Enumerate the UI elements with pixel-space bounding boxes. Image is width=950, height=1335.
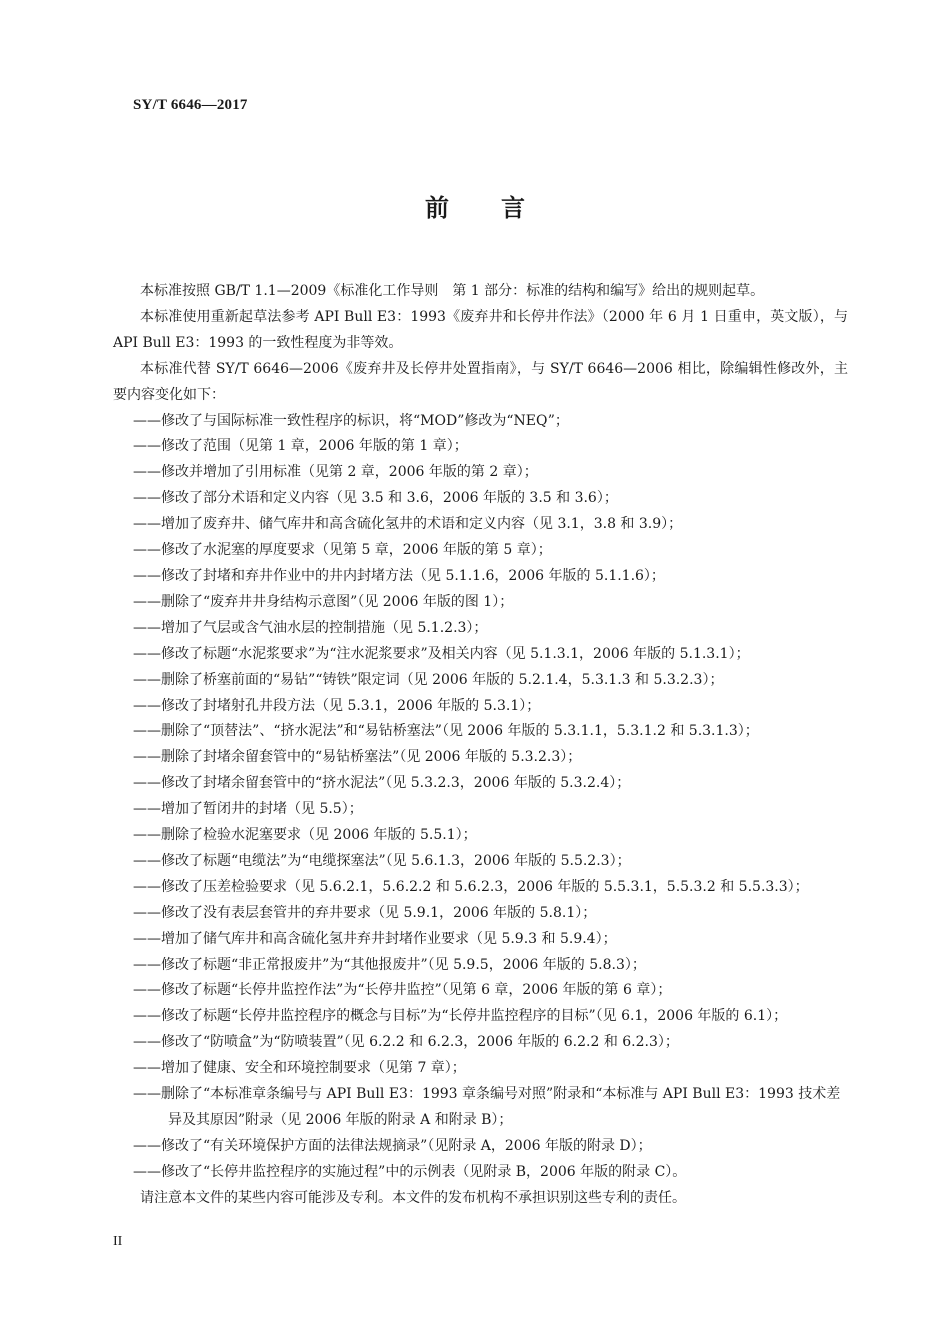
change-list-item: ——修改了标题“非正常报废井”为“其他报废井”（见 5.9.5，2006 年版的 5.8.3）； <box>133 956 646 973</box>
change-list-item: ——修改了“有关环境保护方面的法律法规摘录”（见附录 A，2006 年版的附录 D）； <box>133 1137 652 1154</box>
change-list-item: ——删除了封堵余留套管中的“易钻桥塞法”（见 2006 年版的 5.3.2.3）； <box>133 749 582 766</box>
change-list-item: ——修改了标题“长停井监控程序的概念与目标”为“长停井监控程序的目标”（见 6.1，2006 年版的 6.1）； <box>133 1008 788 1025</box>
change-list-item: ——修改了标题“电缆法”为“电缆探塞法”（见 5.6.1.3，2006 年版的 5.5.2.3）； <box>133 852 631 869</box>
change-list-item: ——修改了封堵余留套管中的“挤水泥法”（见 5.3.2.3，2006 年版的 5.3.2.4）； <box>133 775 631 792</box>
change-list-item: ——删除了“本标准章条编号与 API Bull E3：1993 章条编号对照”附录和“本标准与 API Bull E3：1993 技术差异及其原因”附录（见 2006 年版的附录 A 和附录 B）； <box>133 1086 841 1128</box>
change-list-item: ——删除了“废弃井井身结构示意图”（见 2006 年版的图 1）； <box>133 593 514 610</box>
change-list-item: ——增加了暂闭井的封堵（见 5.5）； <box>133 801 363 818</box>
change-list-item: ——增加了气层或含气油水层的控制措施（见 5.1.2.3）； <box>133 619 488 636</box>
change-list-item: ——修改了水泥塞的厚度要求（见第 5 章，2006 年版的第 5 章）； <box>133 542 552 559</box>
change-list-item: ——删除了桥塞前面的“易钻”“铸铁”限定词（见 2006 年版的 5.2.1.4，5.3.1.3 和 5.3.2.3）； <box>133 671 724 688</box>
change-list-item: ——修改了压差检验要求（见 5.6.2.1，5.6.2.2 和 5.6.2.3，2006 年版的 5.5.3.1，5.5.3.2 和 5.5.3.3）； <box>133 878 809 895</box>
page-title: 前言 <box>425 194 577 222</box>
change-list-item: ——修改了与国际标准一致性程序的标识，将“MOD”修改为“NEQ”； <box>133 412 569 429</box>
change-list-item: ——删除了检验水泥塞要求（见 2006 年版的 5.5.1）； <box>133 827 477 844</box>
change-list-item: ——修改了标题“长停井监控作法”为“长停井监控”（见第 6 章，2006 年版的第 6 章）； <box>133 982 672 999</box>
change-list-item: ——修改了范围（见第 1 章，2006 年版的第 1 章）； <box>133 438 468 455</box>
paragraph-replacement: 本标准代替 SY/T 6646—2006《废弃井及长停井处置指南》，与 SY/T 6646—2006 相比，除编辑性修改外，主要内容变化如下： <box>113 360 848 403</box>
standard-code: SY/T 6646—2017 <box>133 97 248 113</box>
change-list-item: ——修改了封堵射孔井段方法（见 5.3.1，2006 年版的 5.3.1）； <box>133 697 541 714</box>
change-list-item: ——修改了“长停井监控程序的实施过程”中的示例表（见附录 B，2006 年版的附录 C）。 <box>133 1163 687 1180</box>
document-body <box>113 279 848 1212</box>
paragraph-reference-standard: 本标准使用重新起草法参考 API Bull E3：1993《废弃井和长停井作法》（2000 年 6 月 1 日重申，英文版），与 API Bull E3：1993 的一致性程度为非等效。 <box>113 308 848 351</box>
change-list-item: ——增加了储气库井和高含硫化氢井弃井封堵作业要求（见 5.9.3 和 5.9.4）； <box>133 930 617 947</box>
change-list-item: ——增加了废弃井、储气库井和高含硫化氢井的术语和定义内容（见 3.1，3.8 和 3.9）； <box>133 516 683 533</box>
change-list-item: ——修改了封堵和弃井作业中的井内封堵方法（见 5.1.1.6，2006 年版的 5.1.1.6）； <box>133 567 665 584</box>
change-list-item: ——删除了“顶替法”、“挤水泥法”和“易钻桥塞法”（见 2006 年版的 5.3.1.1，5.3.1.2 和 5.3.1.3）； <box>133 723 759 740</box>
change-list-item: ——修改了标题“水泥浆要求”为“注水泥浆要求”及相关内容（见 5.1.3.1，2006 年版的 5.1.3.1）； <box>133 645 750 662</box>
paragraph-drafting-rules: 本标准按照 GB/T 1.1—2009《标准化工作导则 第 1 部分：标准的结构和编写》给出的规则起草。 <box>140 283 765 299</box>
change-list-item: ——修改并增加了引用标准（见第 2 章，2006 年版的第 2 章）； <box>133 464 538 481</box>
change-list-item: ——修改了没有表层套管井的弃井要求（见 5.9.1，2006 年版的 5.8.1）； <box>133 904 597 921</box>
paragraph-patent-notice: 请注意本文件的某些内容可能涉及专利。本文件的发布机构不承担识别这些专利的责任。 <box>140 1189 686 1206</box>
change-list <box>113 409 848 1186</box>
page-number: II <box>113 1234 123 1249</box>
change-list-item: ——修改了部分术语和定义内容（见 3.5 和 3.6，2006 年版的 3.5 和 3.6）； <box>133 490 618 507</box>
change-list-item: ——增加了健康、安全和环境控制要求（见第 7 章）； <box>133 1060 466 1077</box>
change-list-item: ——修改了“防喷盒”为“防喷装置”（见 6.2.2 和 6.2.3，2006 年版的 6.2.2 和 6.2.3）； <box>133 1034 679 1051</box>
